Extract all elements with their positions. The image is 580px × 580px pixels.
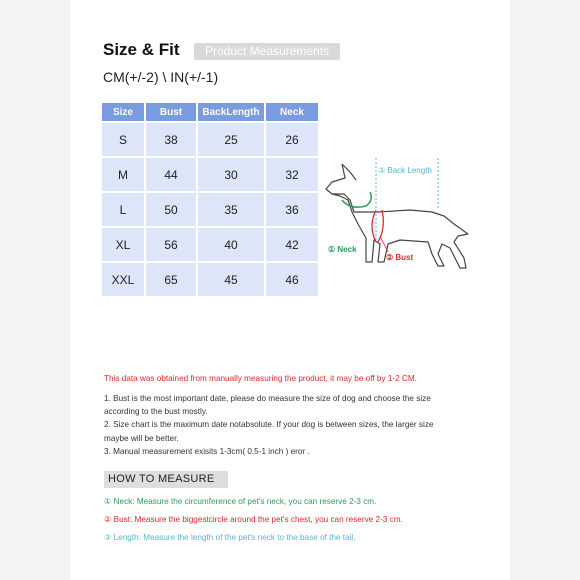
cell-backlength: 35 bbox=[198, 193, 264, 226]
cell-bust: 50 bbox=[146, 193, 196, 226]
neck-instruction: ① Neck: Measure the circumference of pet's neck, you can reserve 2-3 cm. bbox=[104, 497, 377, 506]
cell-neck: 26 bbox=[266, 123, 318, 156]
note-item: 3. Manual measurement exisits 1-3cm( 0.5-1 inch ) eror . bbox=[104, 446, 310, 456]
cell-size: S bbox=[102, 123, 144, 156]
cell-neck: 32 bbox=[266, 158, 318, 191]
size-table bbox=[100, 101, 320, 298]
cell-neck: 46 bbox=[266, 263, 318, 296]
dog-measurement-diagram bbox=[320, 150, 510, 280]
length-instruction: ③ Length: Measure the length of the pet's neck to the base of the tail. bbox=[104, 533, 356, 542]
how-to-measure-heading: HOW TO MEASURE bbox=[104, 471, 228, 488]
back-length-label: ③ Back Length bbox=[378, 166, 432, 175]
header-neck: Neck bbox=[266, 103, 318, 121]
bust-instruction: ② Bust: Measure the biggestcircle around the pet's chest, you can reserve 2-3 cm. bbox=[104, 515, 403, 524]
header-bust: Bust bbox=[146, 103, 196, 121]
header-backlength: BackLength bbox=[198, 103, 264, 121]
note-item: 2. Size chart is the maximum date notabsolute. If your dog is between sizes, the larger size maybe will be better. bbox=[104, 420, 434, 443]
cell-size: L bbox=[102, 193, 144, 226]
cell-neck: 42 bbox=[266, 228, 318, 261]
note-item: 1. Bust is the most important date, please do measure the size of dog and choose the size according to the bust mostly. bbox=[104, 394, 431, 417]
product-measurements-badge: Product Measurements bbox=[194, 43, 340, 60]
cell-bust: 56 bbox=[146, 228, 196, 261]
cell-size: M bbox=[102, 158, 144, 191]
size-guide-sheet bbox=[70, 0, 510, 580]
header-size: Size bbox=[102, 103, 144, 121]
cell-bust: 38 bbox=[146, 123, 196, 156]
table-row bbox=[102, 123, 318, 156]
cell-bust: 65 bbox=[146, 263, 196, 296]
page-title: Size & Fit bbox=[103, 40, 180, 59]
disclaimer-text: This data was obtained from manually measuring the product, it may be off by 1-2 CM. bbox=[104, 374, 417, 383]
table-row bbox=[102, 228, 318, 261]
size-notes bbox=[104, 392, 456, 458]
cell-backlength: 25 bbox=[198, 123, 264, 156]
neck-label: ① Neck bbox=[328, 245, 357, 254]
size-table-header-row bbox=[102, 103, 318, 121]
table-row bbox=[102, 158, 318, 191]
units-note: CM(+/-2) \ IN(+/-1) bbox=[103, 69, 219, 85]
table-row bbox=[102, 263, 318, 296]
bust-label: ② Bust bbox=[386, 253, 414, 262]
cell-neck: 36 bbox=[266, 193, 318, 226]
cell-backlength: 45 bbox=[198, 263, 264, 296]
cell-bust: 44 bbox=[146, 158, 196, 191]
table-row bbox=[102, 193, 318, 226]
cell-size: XXL bbox=[102, 263, 144, 296]
cell-size: XL bbox=[102, 228, 144, 261]
cell-backlength: 40 bbox=[198, 228, 264, 261]
cell-backlength: 30 bbox=[198, 158, 264, 191]
